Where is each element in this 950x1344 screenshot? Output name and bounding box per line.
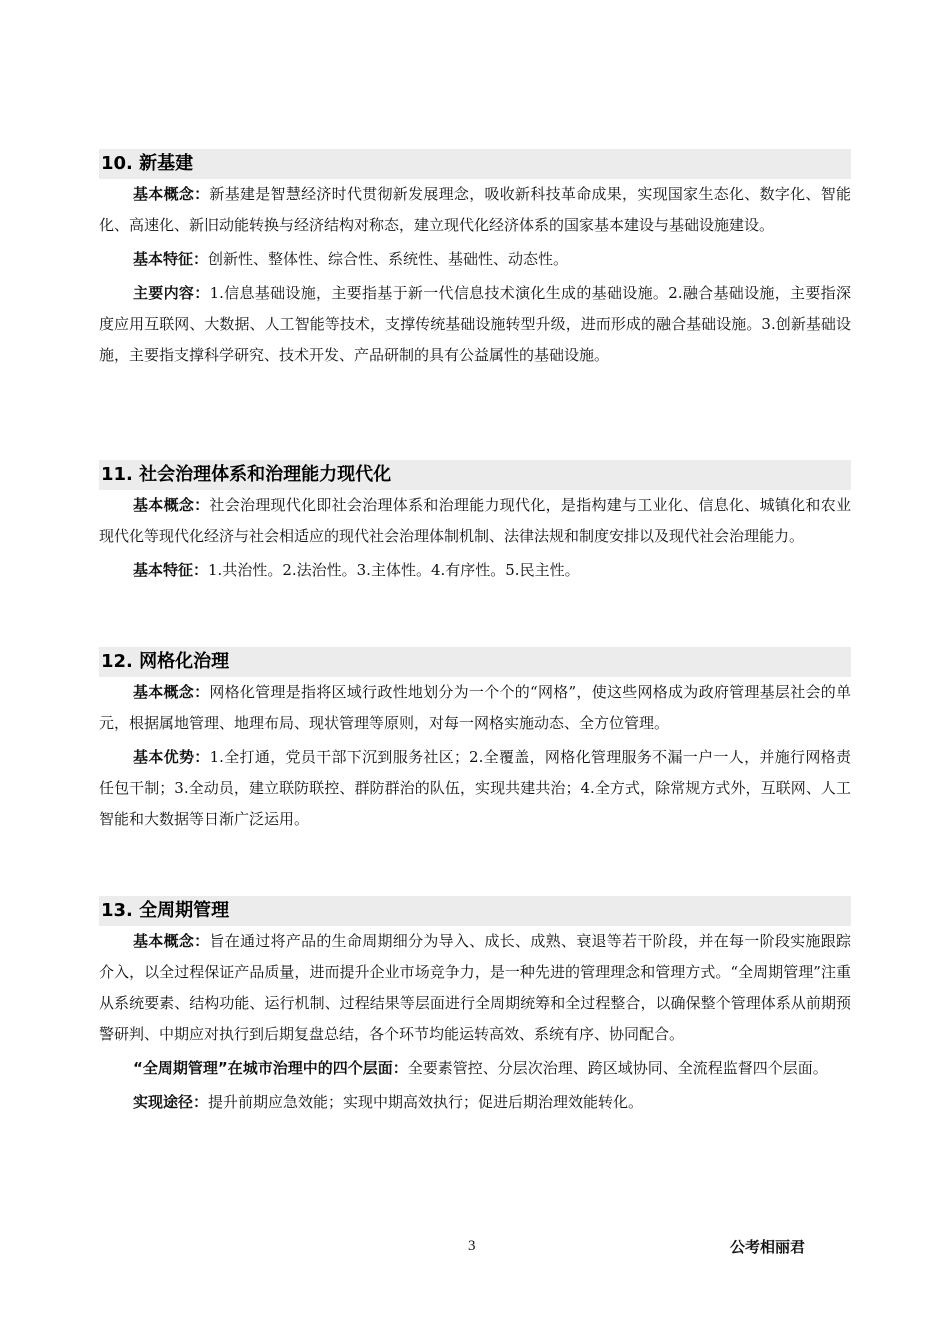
- page-number: 3: [468, 1238, 476, 1254]
- section-heading: 13. 全周期管理: [99, 896, 851, 926]
- paragraph-text: 旨在通过将产品的生命周期细分为导入、成长、成熟、衰退等若干阶段，并在每一阶段实施跟踪介入，以全过程保证产品质量，进而提升企业市场竞争力，是一种先进的管理理念和管理方式。“全周期管理”注重从系统要素、结构功能、运行机制、过程结果等层面进行全周期统筹和全过程整合，以确保整个管理体系从前期预警研判、中期应对执行到后期复盘总结，各个环节均能运转高效、系统有序、协同配合。: [99, 932, 851, 1043]
- term-label: 基本概念：: [133, 185, 210, 203]
- term-label: 实现途径：: [133, 1093, 209, 1111]
- paragraph-text: 社会治理现代化即社会治理体系和治理能力现代化，是指构建与工业化、信息化、城镇化和农业现代化等现代化经济与社会相适应的现代社会治理体制机制、法律法规和制度安排以及现代社会治理能力。: [99, 496, 851, 545]
- footer-brand: 公考相丽君: [730, 1238, 806, 1256]
- paragraph-text: 1.共治性。2.法治性。3.主体性。4.有序性。5.民主性。: [208, 561, 580, 579]
- term-label: 基本特征：: [133, 561, 209, 579]
- paragraph: [99, 677, 851, 739]
- paragraph-text: 新基建是智慧经济时代贯彻新发展理念，吸收新科技革命成果，实现国家生态化、数字化、智能化、高速化、新旧动能转换与经济结构对称态，建立现代化经济体系的国家基本建设与基础设施建设。: [99, 185, 851, 234]
- section-heading: 10. 新基建: [99, 149, 851, 179]
- paragraph: [99, 926, 851, 1050]
- paragraph-text: 网格化管理是指将区域行政性地划分为一个个的“网格”，使这些网格成为政府管理基层社会的单元，根据属地管理、地理布局、现状管理等原则，对每一网格实施动态、全方位管理。: [99, 683, 851, 732]
- term-label: 基本优势：: [133, 748, 210, 766]
- paragraph: [99, 555, 851, 586]
- paragraph: [99, 1053, 851, 1084]
- term-label: 基本概念：: [133, 932, 210, 950]
- paragraph-text: 1.全打通，党员干部下沉到服务社区；2.全覆盖，网格化管理服务不漏一户一人，并施行网格责任包干制；3.全动员，建立联防联控、群防群治的队伍，实现共建共治；4.全方式，除常规方式外，互联网、人工智能和大数据等日渐广泛运用。: [99, 748, 851, 828]
- paragraph: [99, 1087, 851, 1118]
- paragraph-text: 创新性、整体性、综合性、系统性、基础性、动态性。: [208, 250, 569, 268]
- term-label: “全周期管理”在城市治理中的四个层面：: [133, 1059, 408, 1077]
- paragraph-text: 提升前期应急效能；实现中期高效执行；促进后期治理效能转化。: [208, 1093, 644, 1111]
- section-10: [99, 149, 851, 371]
- section-heading: 12. 网格化治理: [99, 647, 851, 677]
- paragraph-text: 1.信息基础设施，主要指基于新一代信息技术演化生成的基础设施。2.融合基础设施，主要指深度应用互联网、大数据、人工智能等技术，支撑传统基础设施转型升级，进而形成的融合基础设施。3.创新基础设施，主要指支撑科学研究、技术开发、产品研制的具有公益属性的基础设施。: [99, 284, 851, 364]
- term-label: 基本概念：: [133, 683, 210, 701]
- paragraph: [99, 244, 851, 275]
- paragraph: [99, 742, 851, 835]
- paragraph-text: 全要素管控、分层次治理、跨区域协同、全流程监督四个层面。: [407, 1059, 828, 1077]
- term-label: 主要内容：: [133, 284, 210, 302]
- section-heading: 11. 社会治理体系和治理能力现代化: [99, 460, 851, 490]
- paragraph: [99, 490, 851, 552]
- term-label: 基本特征：: [133, 250, 209, 268]
- paragraph: [99, 278, 851, 371]
- paragraph: [99, 179, 851, 241]
- term-label: 基本概念：: [133, 496, 210, 514]
- section-13: [99, 896, 851, 1118]
- section-12: [99, 647, 851, 835]
- section-11: [99, 460, 851, 586]
